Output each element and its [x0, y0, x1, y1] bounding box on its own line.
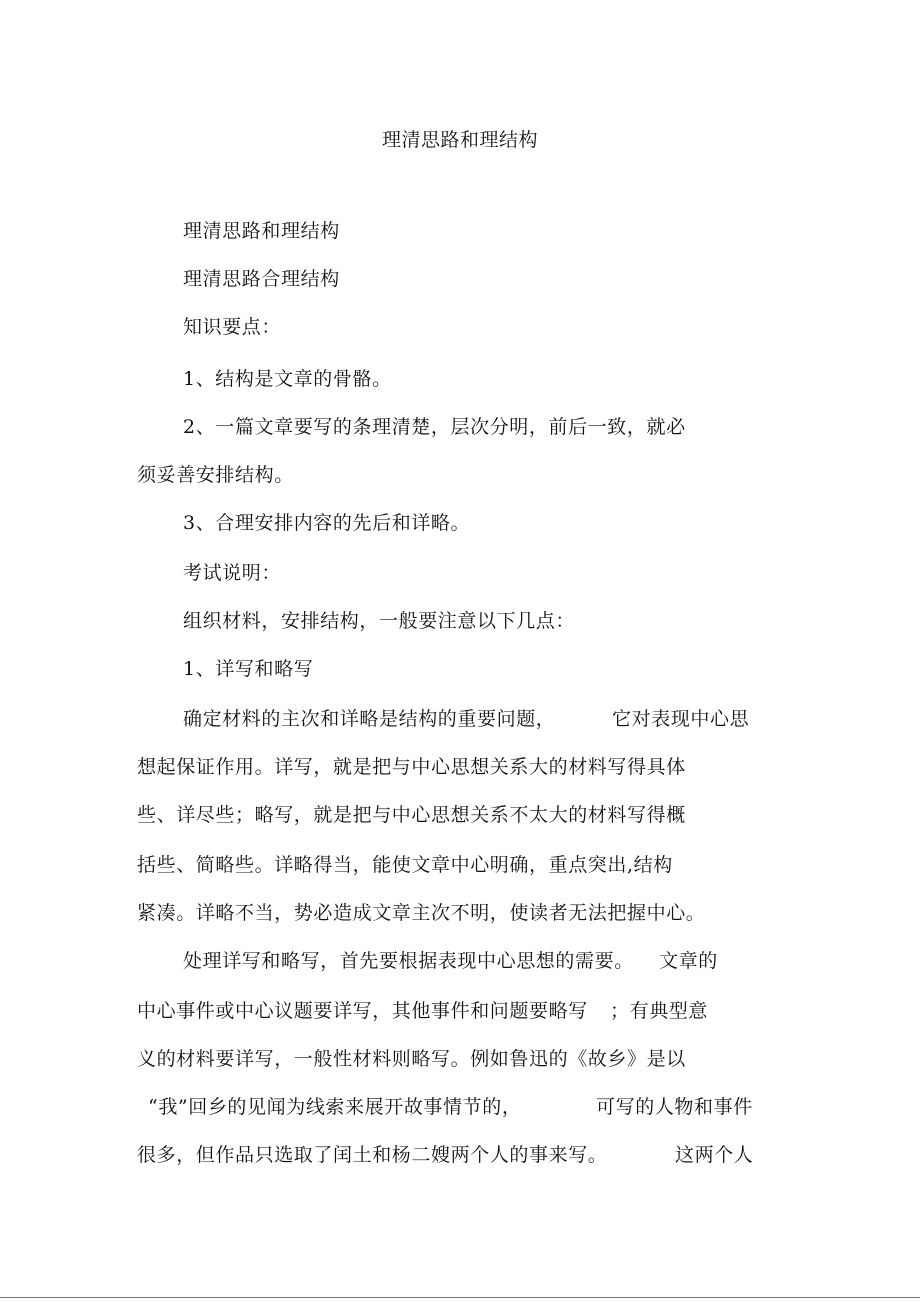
list-item: 2、一篇文章要写的条理清楚，层次分明，前后一致，就必 — [183, 416, 686, 438]
body-line: 中心事件或中心议题要详写，其他事件和问题要略写 — [137, 1000, 588, 1022]
subtitle-line: 理清思路和理结构 — [183, 220, 340, 242]
body-line: 确定材料的主次和详略是结构的重要问题， — [183, 708, 556, 730]
body-line-fragment: 这两个人 — [675, 1144, 754, 1166]
body-line: 紧凑。详略不当，势必造成文章主次不明，使读者无法把握中心。 — [137, 902, 706, 924]
page-title: 理清思路和理结构 — [381, 129, 538, 151]
body-line: 组织材料，安排结构，一般要注意以下几点： — [183, 610, 576, 632]
body-line: 括些、简略些。详略得当，能使文章中心明确，重点突出,结构 — [137, 854, 673, 876]
body-line-fragment: 可写的人物和事件 — [596, 1096, 753, 1118]
list-item: 1、结构是文章的骨骼。 — [183, 368, 392, 390]
page-bottom-rule — [0, 1297, 920, 1298]
body-line: 处理详写和略写，首先要根据表现中心思想的需要。 — [183, 950, 634, 972]
body-line: 义的材料要详写，一般性材料则略写。例如鲁迅的《故乡》是以 — [137, 1048, 686, 1070]
subsection-heading: 1、详写和略写 — [183, 658, 314, 680]
section-heading: 知识要点： — [183, 316, 282, 338]
list-item-continuation: 须妥善安排结构。 — [137, 464, 294, 486]
subtitle-line: 理清思路合理结构 — [183, 268, 340, 290]
body-line-fragment: 文章的 — [659, 950, 718, 972]
body-line: “我”回乡的见闻为线索来展开故事情节的， — [148, 1096, 522, 1118]
section-heading: 考试说明： — [183, 562, 282, 584]
body-line-fragment: 它对表现中心思 — [612, 708, 750, 730]
body-line-fragment: ；有典型意 — [610, 1000, 709, 1022]
body-line: 想起保证作用。详写，就是把与中心思想关系大的材料写得具体 — [137, 756, 686, 778]
body-line: 些、详尽些；略写，就是把与中心思想关系不太大的材料写得概 — [137, 804, 686, 826]
list-item: 3、合理安排内容的先后和详略。 — [183, 512, 471, 534]
body-line: 很多，但作品只选取了闰土和杨二嫂两个人的事来写。 — [137, 1144, 608, 1166]
